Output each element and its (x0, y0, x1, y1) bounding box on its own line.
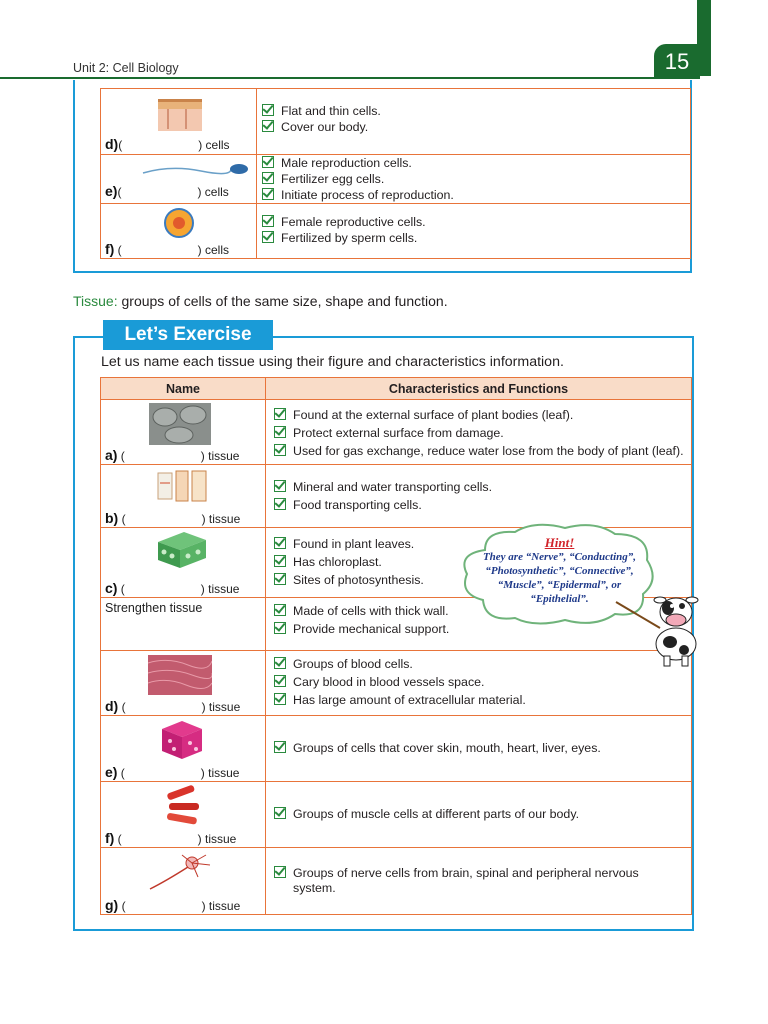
list-item: Fertilized by sperm cells. (262, 230, 690, 246)
page-number: 15 (654, 44, 700, 78)
list-item: Provide mechanical support. (274, 620, 691, 638)
column-header-characteristics: Characteristics and Functions (266, 378, 692, 400)
hint-text: Hint! They are “Nerve”, “Conducting”, “Photosynthetic”, “Connective”, “Muscle”, “Epidermal”, or “Epithelial”. (468, 536, 651, 606)
nerve-cell-image (146, 851, 216, 893)
row-name: Strengthen tissue (105, 601, 203, 615)
row-letter: d) (105, 136, 119, 152)
list-item: Groups of cells that cover skin, mouth, heart, liver, eyes. (274, 740, 691, 756)
list-item: Male reproduction cells. (262, 155, 690, 171)
table-row: b) ( ) tissue Mineral and water transporting cells. Food transporting cells. (101, 465, 692, 528)
epithelial-tissue-image (158, 719, 206, 761)
egg-cell-image (163, 207, 195, 239)
checkbox-icon (262, 172, 274, 184)
table-row: d)( ) cells Flat and thin cells. Cover our body. (101, 89, 691, 155)
table-row: c) ( ) tissue Found in plant leaves. Has chloroplast. Sites of photosynthesis. (101, 528, 692, 598)
hint-title: Hint! (544, 535, 575, 550)
tissue-term: Tissue: (73, 293, 118, 309)
list-item: Used for gas exchange, reduce water lose from the body of plant (leaf). (274, 442, 691, 460)
checkbox-icon (274, 741, 286, 753)
table-row: a) ( ) tissue Found at the external surface of plant bodies (leaf). Protect external surface from damage. Used for gas exchange, reduce water lose from the body of plant (leaf). (101, 400, 692, 465)
table-row: e)( ) cells Male reproduction cells. Fertilizer egg cells. Initiate process of reproduction. (101, 155, 691, 204)
list-item: Food transporting cells. (274, 496, 691, 514)
checkbox-icon (274, 657, 286, 669)
checkbox-icon (262, 215, 274, 227)
checkbox-icon (274, 622, 286, 634)
checkbox-icon (274, 866, 286, 878)
checkbox-icon (274, 498, 286, 510)
list-item: Sites of photosynthesis. (274, 571, 691, 589)
column-header-name: Name (101, 378, 266, 400)
table-row: g) ( ) tissue Groups of nerve cells from brain, spinal and peripheral nervous system. (101, 848, 692, 915)
list-item: Mineral and water transporting cells. (274, 478, 691, 496)
checkbox-icon (274, 426, 286, 438)
list-item: Found at the external surface of plant bodies (leaf). (274, 406, 691, 424)
list-item: Cary blood in blood vessels space. (274, 673, 691, 691)
list-item: Has large amount of extracellular material. (274, 691, 691, 709)
cow-mascot-image (612, 588, 702, 668)
exercise-intro: Let us name each tissue using their figure and characteristics information. (101, 354, 564, 370)
list-item: Found in plant leaves. (274, 535, 691, 553)
list-item: Groups of blood cells. (274, 655, 691, 673)
photosynthetic-tissue-image (154, 530, 208, 572)
list-item: Female reproductive cells. (262, 214, 690, 230)
list-item: Has chloroplast. (274, 553, 691, 571)
checkbox-icon (274, 408, 286, 420)
checkbox-icon (274, 573, 286, 585)
table-row: f) ( ) cells Female reproductive cells. Fertilized by sperm cells. (101, 204, 691, 259)
list-item: Groups of muscle cells at different parts of our body. (274, 806, 691, 822)
tissue-table (100, 377, 692, 915)
table-row: d) ( ) tissue Groups of blood cells. Cary blood in blood vessels space. Has large amount of extracellular material. (101, 651, 692, 716)
list-item: Flat and thin cells. (262, 103, 690, 119)
table-header-row (101, 378, 692, 400)
checkbox-icon (262, 231, 274, 243)
checkbox-icon (274, 537, 286, 549)
checkbox-icon (274, 555, 286, 567)
unit-title: Unit 2: Cell Biology (73, 61, 179, 75)
tissue-definition: Tissue: groups of cells of the same size, shape and function. (73, 293, 448, 309)
list-item: Initiate process of reproduction. (262, 187, 690, 203)
epidermal-tissue-image (149, 403, 211, 445)
checkbox-icon (262, 104, 274, 116)
list-item: Protect external surface from damage. (274, 424, 691, 442)
checkbox-icon (262, 188, 274, 200)
connective-tissue-image (148, 655, 212, 695)
list-item: Cover our body. (262, 119, 690, 135)
list-item-continuation: system. (293, 881, 336, 895)
checkbox-icon (274, 807, 286, 819)
checkbox-icon (262, 120, 274, 132)
muscle-tissue-image (163, 785, 203, 827)
checkbox-icon (274, 675, 286, 687)
skin-layer-image (156, 95, 206, 135)
list-item: Fertilizer egg cells. (262, 171, 690, 187)
checkbox-icon (274, 693, 286, 705)
checkbox-icon (274, 480, 286, 492)
checkbox-icon (274, 604, 286, 616)
sperm-cell-image (141, 161, 251, 181)
conducting-tissue-image (156, 469, 208, 503)
table-row: f) ( ) tissue Groups of muscle cells at different parts of our body. (101, 782, 692, 848)
header-rule (0, 77, 700, 79)
checkbox-icon (262, 156, 274, 168)
cells-table (100, 88, 691, 259)
table-row: e) ( ) tissue Groups of cells that cover skin, mouth, heart, liver, eyes. (101, 716, 692, 782)
list-item: Made of cells with thick wall. (274, 602, 691, 620)
checkbox-icon (274, 444, 286, 456)
exercise-title: Let’s Exercise (103, 320, 273, 350)
list-item: Groups of nerve cells from brain, spinal and peripheral nervous (274, 865, 691, 881)
